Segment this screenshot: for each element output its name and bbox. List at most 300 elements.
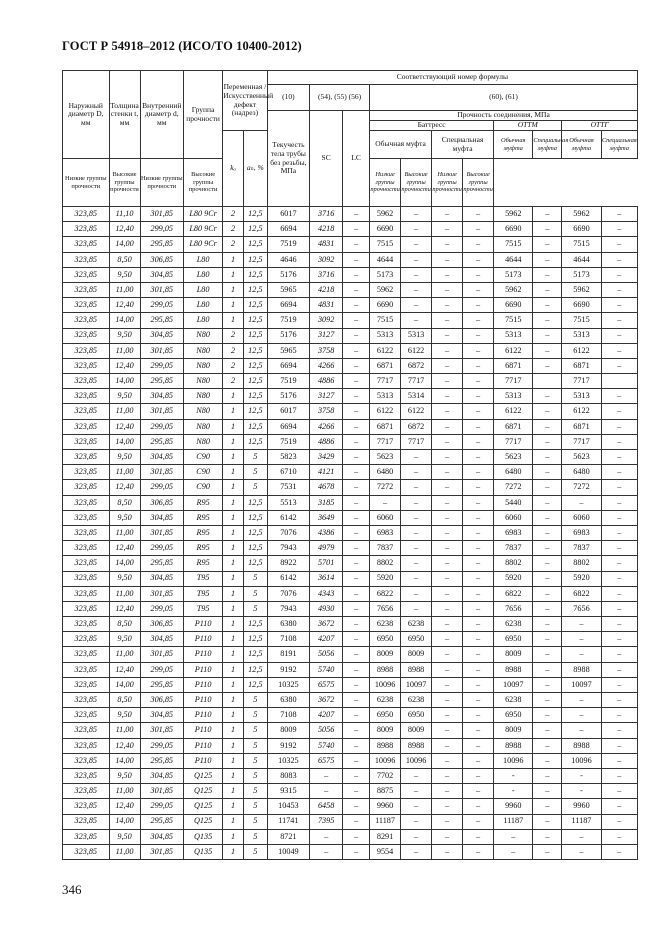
- table-cell: 4831: [310, 298, 343, 313]
- table-cell: 323,85: [63, 768, 110, 783]
- table-cell: T95: [183, 571, 222, 586]
- table-cell: 323,85: [63, 328, 110, 343]
- table-cell: 12,5: [243, 662, 267, 677]
- table-cell: –: [533, 753, 562, 768]
- table-cell: –: [533, 738, 562, 753]
- table-cell: –: [533, 389, 562, 404]
- page-number: 346: [62, 882, 82, 897]
- table-row: [63, 844, 638, 859]
- table-cell: 11,00: [109, 525, 140, 540]
- table-cell: 7108: [267, 632, 309, 647]
- table-row: [63, 252, 638, 267]
- table-cell: –: [432, 647, 463, 662]
- table-cell: Q125: [183, 784, 222, 799]
- table-cell: –: [601, 465, 637, 480]
- table-cell: –: [401, 252, 432, 267]
- table-cell: 6480: [370, 465, 401, 480]
- table-cell: L80: [183, 267, 222, 282]
- table-cell: –: [601, 829, 637, 844]
- table-cell: –: [463, 586, 494, 601]
- table-cell: [601, 374, 637, 389]
- col-outer-diameter: Наружный диаметр D, мм: [63, 71, 110, 159]
- table-cell: –: [533, 693, 562, 708]
- table-cell: –: [432, 814, 463, 829]
- document-title: ГОСТ Р 54918–2012 (ИСО/ТО 10400-2012): [62, 39, 302, 53]
- ottm-regular-coupling: Обычная муфта: [494, 131, 533, 159]
- table-cell: 1: [223, 753, 244, 768]
- table-cell: 323,85: [63, 693, 110, 708]
- table-cell: 7108: [267, 708, 309, 723]
- table-cell: 11187: [494, 814, 533, 829]
- table-cell: –: [463, 525, 494, 540]
- table-cell: –: [401, 510, 432, 525]
- table-cell: –: [432, 556, 463, 571]
- table-cell: –: [562, 693, 601, 708]
- table-cell: 1: [223, 647, 244, 662]
- table-cell: –: [343, 207, 370, 222]
- table-cell: 9,50: [109, 267, 140, 282]
- table-cell: 12,5: [243, 237, 267, 252]
- table-cell: –: [432, 799, 463, 814]
- table-cell: –: [310, 768, 343, 783]
- table-cell: 323,85: [63, 586, 110, 601]
- table-cell: 323,85: [63, 571, 110, 586]
- table-cell: P110: [183, 723, 222, 738]
- table-cell: 12,5: [243, 510, 267, 525]
- table-cell: –: [533, 267, 562, 282]
- table-row: [63, 313, 638, 328]
- table-cell: 10325: [267, 753, 309, 768]
- table-cell: 12,5: [243, 267, 267, 282]
- table-cell: –: [533, 252, 562, 267]
- table-cell: 323,85: [63, 556, 110, 571]
- table-row: [63, 389, 638, 404]
- table-cell: –: [401, 207, 432, 222]
- table-cell: 2: [223, 343, 244, 358]
- table-cell: –: [343, 404, 370, 419]
- table-cell: –: [401, 784, 432, 799]
- table-cell: 5313: [494, 328, 533, 343]
- table-cell: –: [533, 328, 562, 343]
- table-cell: 9,50: [109, 571, 140, 586]
- table-cell: 6694: [267, 419, 309, 434]
- table-cell: 8988: [401, 662, 432, 677]
- table-cell: –: [343, 799, 370, 814]
- table-cell: 5962: [494, 207, 533, 222]
- table-cell: –: [343, 252, 370, 267]
- table-cell: –: [463, 647, 494, 662]
- table-cell: 323,85: [63, 632, 110, 647]
- table-cell: 8009: [370, 647, 401, 662]
- table-cell: 8,50: [109, 617, 140, 632]
- table-cell: 306,85: [140, 617, 183, 632]
- table-cell: 5623: [562, 450, 601, 465]
- table-cell: 1: [223, 419, 244, 434]
- table-cell: 6694: [267, 358, 309, 373]
- table-cell: 323,85: [63, 829, 110, 844]
- table-cell: P110: [183, 753, 222, 768]
- table-cell: –: [432, 723, 463, 738]
- table-cell: 8083: [267, 768, 309, 783]
- table-cell: 323,85: [63, 617, 110, 632]
- table-cell: 6575: [310, 677, 343, 692]
- table-cell: 4979: [310, 541, 343, 556]
- table-cell: –: [463, 495, 494, 510]
- table-cell: N80: [183, 434, 222, 449]
- table-cell: 6983: [562, 525, 601, 540]
- table-cell: –: [601, 282, 637, 297]
- table-cell: –: [601, 328, 637, 343]
- table-cell: 8802: [370, 556, 401, 571]
- table-cell: 3716: [310, 207, 343, 222]
- table-cell: –: [401, 829, 432, 844]
- table-cell: –: [601, 723, 637, 738]
- table-cell: –: [432, 708, 463, 723]
- table-cell: 299,05: [140, 601, 183, 616]
- table-cell: 7717: [401, 434, 432, 449]
- table-cell: 6238: [370, 693, 401, 708]
- table-cell: 2: [223, 207, 244, 222]
- table-cell: 5176: [267, 328, 309, 343]
- table-cell: –: [401, 267, 432, 282]
- table-cell: –: [432, 465, 463, 480]
- table-cell: L80: [183, 313, 222, 328]
- table-cell: –: [533, 419, 562, 434]
- table-cell: 1: [223, 434, 244, 449]
- table-cell: –: [601, 480, 637, 495]
- table-cell: –: [401, 313, 432, 328]
- table-cell: 4207: [310, 708, 343, 723]
- table-cell: 10096: [562, 753, 601, 768]
- table-cell: 12,5: [243, 313, 267, 328]
- special-coupling-header: Специальная муфта: [432, 131, 494, 159]
- table-cell: –: [463, 723, 494, 738]
- table-cell: 12,40: [109, 298, 140, 313]
- table-cell: 2: [223, 358, 244, 373]
- col-special-low: Низкие группы прочности: [140, 159, 183, 207]
- col-strength-group: Группа прочности: [183, 71, 222, 159]
- table-cell: 9554: [370, 844, 401, 859]
- table-cell: –: [432, 328, 463, 343]
- table-cell: 323,85: [63, 738, 110, 753]
- table-cell: –: [463, 617, 494, 632]
- table-cell: 12,5: [243, 556, 267, 571]
- table-cell: 5: [243, 768, 267, 783]
- table-cell: –: [432, 677, 463, 692]
- table-cell: 6694: [267, 298, 309, 313]
- table-cell: –: [401, 799, 432, 814]
- table-cell: 14,00: [109, 313, 140, 328]
- col-body-yield: Текучесть тела трубы без резьбы, МПа: [267, 111, 309, 207]
- table-cell: 6871: [370, 419, 401, 434]
- table-cell: –: [463, 419, 494, 434]
- table-cell: 6122: [370, 404, 401, 419]
- table-cell: 12,40: [109, 222, 140, 237]
- table-cell: 12,40: [109, 601, 140, 616]
- table-cell: 304,85: [140, 450, 183, 465]
- table-cell: –: [533, 525, 562, 540]
- table-cell: 7272: [370, 480, 401, 495]
- table-cell: 304,85: [140, 768, 183, 783]
- table-row: [63, 419, 638, 434]
- table-cell: 6871: [494, 419, 533, 434]
- table-cell: –: [533, 358, 562, 373]
- table-cell: –: [463, 282, 494, 297]
- table-cell: T95: [183, 586, 222, 601]
- table-cell: 14,00: [109, 434, 140, 449]
- table-cell: 6122: [494, 343, 533, 358]
- table-cell: N80: [183, 419, 222, 434]
- table-cell: 12,5: [243, 495, 267, 510]
- table-cell: 8191: [267, 647, 309, 662]
- table-row: [63, 298, 638, 313]
- table-cell: -: [494, 768, 533, 783]
- table-cell: N80: [183, 404, 222, 419]
- table-cell: 6238: [494, 617, 533, 632]
- table-cell: –: [562, 495, 601, 510]
- table-cell: –: [601, 799, 637, 814]
- table-cell: 306,85: [140, 495, 183, 510]
- table-cell: –: [343, 282, 370, 297]
- table-cell: 323,85: [63, 298, 110, 313]
- table-cell: 14,00: [109, 677, 140, 692]
- table-cell: 9960: [370, 799, 401, 814]
- table-cell: Q125: [183, 768, 222, 783]
- formula-54-56: (54), (55) (56): [310, 85, 370, 111]
- table-cell: 323,85: [63, 282, 110, 297]
- table-cell: 1: [223, 495, 244, 510]
- table-cell: 7515: [562, 237, 601, 252]
- table-cell: 304,85: [140, 510, 183, 525]
- table-cell: R95: [183, 495, 222, 510]
- table-cell: –: [601, 541, 637, 556]
- table-row: [63, 601, 638, 616]
- table-cell: 12,5: [243, 374, 267, 389]
- table-cell: –: [601, 617, 637, 632]
- table-cell: –: [601, 343, 637, 358]
- table-cell: –: [601, 784, 637, 799]
- table-cell: 12,5: [243, 328, 267, 343]
- table-cell: 323,85: [63, 343, 110, 358]
- table-cell: 1: [223, 267, 244, 282]
- table-cell: –: [343, 753, 370, 768]
- table-cell: 5: [243, 571, 267, 586]
- table-cell: 1: [223, 404, 244, 419]
- table-cell: 1: [223, 723, 244, 738]
- table-cell: 1: [223, 541, 244, 556]
- table-cell: –: [463, 829, 494, 844]
- table-cell: 5056: [310, 647, 343, 662]
- table-cell: –: [533, 495, 562, 510]
- table-cell: –: [432, 434, 463, 449]
- ottm-header: ОТТМ: [494, 121, 562, 131]
- table-cell: 4121: [310, 465, 343, 480]
- table-cell: –: [401, 814, 432, 829]
- table-row: [63, 495, 638, 510]
- table-cell: 6575: [310, 753, 343, 768]
- table-cell: –: [601, 632, 637, 647]
- table-cell: 1: [223, 814, 244, 829]
- table-cell: P110: [183, 617, 222, 632]
- table-cell: 304,85: [140, 571, 183, 586]
- table-cell: 9960: [562, 799, 601, 814]
- table-row: [63, 328, 638, 343]
- table-row: [63, 784, 638, 799]
- table-cell: –: [463, 343, 494, 358]
- table-cell: 9,50: [109, 450, 140, 465]
- table-row: [63, 525, 638, 540]
- table-cell: 1: [223, 480, 244, 495]
- table-cell: –: [533, 541, 562, 556]
- table-cell: –: [401, 495, 432, 510]
- col-sc: SC: [310, 111, 343, 207]
- table-cell: –: [343, 708, 370, 723]
- table-cell: –: [601, 571, 637, 586]
- table-row: [63, 222, 638, 237]
- table-cell: 7519: [267, 374, 309, 389]
- table-cell: 6060: [494, 510, 533, 525]
- table-cell: 9,50: [109, 768, 140, 783]
- table-cell: –: [562, 708, 601, 723]
- table-cell: –: [343, 374, 370, 389]
- formula-number-header: Соответствующий номер формулы: [267, 71, 637, 85]
- table-cell: –: [463, 374, 494, 389]
- table-cell: –: [601, 844, 637, 859]
- table-cell: 3127: [310, 389, 343, 404]
- table-cell: 301,85: [140, 647, 183, 662]
- table-cell: –: [533, 480, 562, 495]
- table-cell: 6690: [562, 298, 601, 313]
- table-cell: 323,85: [63, 708, 110, 723]
- table-cell: 4266: [310, 358, 343, 373]
- table-cell: 6122: [494, 404, 533, 419]
- table-cell: 14,00: [109, 753, 140, 768]
- table-cell: 8,50: [109, 693, 140, 708]
- table-cell: –: [601, 753, 637, 768]
- table-cell: R95: [183, 541, 222, 556]
- col-defect: Переменная /Искусственный дефект (надрез): [223, 71, 267, 131]
- table-cell: –: [401, 571, 432, 586]
- table-cell: 11,00: [109, 586, 140, 601]
- table-cell: –: [601, 358, 637, 373]
- table-cell: –: [533, 647, 562, 662]
- table-row: [63, 571, 638, 586]
- table-cell: 3672: [310, 693, 343, 708]
- table-cell: 6871: [562, 358, 601, 373]
- table-cell: P110: [183, 662, 222, 677]
- table-cell: N80: [183, 389, 222, 404]
- table-cell: 11,00: [109, 404, 140, 419]
- table-cell: –: [463, 465, 494, 480]
- table-cell: P110: [183, 738, 222, 753]
- table-cell: 6142: [267, 510, 309, 525]
- table-cell: 10049: [267, 844, 309, 859]
- table-cell: –: [463, 480, 494, 495]
- table-cell: 1: [223, 632, 244, 647]
- ottm-special-coupling: Специальная муфта: [533, 131, 562, 159]
- table-cell: –: [343, 677, 370, 692]
- table-cell: 7717: [494, 434, 533, 449]
- table-cell: 5056: [310, 723, 343, 738]
- table-cell: –: [463, 768, 494, 783]
- table-cell: –: [463, 632, 494, 647]
- table-cell: 323,85: [63, 313, 110, 328]
- table-cell: Q125: [183, 799, 222, 814]
- table-cell: 4218: [310, 222, 343, 237]
- table-cell: –: [343, 814, 370, 829]
- table-cell: 7717: [401, 374, 432, 389]
- table-cell: P110: [183, 693, 222, 708]
- table-cell: –: [343, 632, 370, 647]
- table-cell: –: [463, 844, 494, 859]
- table-header: [63, 71, 638, 207]
- table-cell: 323,85: [63, 222, 110, 237]
- table-cell: –: [401, 480, 432, 495]
- table-cell: 7656: [494, 601, 533, 616]
- table-cell: –: [601, 814, 637, 829]
- table-cell: –: [343, 738, 370, 753]
- table-cell: –: [343, 586, 370, 601]
- table-cell: –: [533, 404, 562, 419]
- table-cell: 2: [223, 237, 244, 252]
- table-cell: 5173: [370, 267, 401, 282]
- table-cell: 1: [223, 298, 244, 313]
- table-cell: –: [562, 647, 601, 662]
- table-cell: 5920: [494, 571, 533, 586]
- table-cell: C90: [183, 480, 222, 495]
- table-cell: 6690: [370, 298, 401, 313]
- table-cell: –: [533, 601, 562, 616]
- table-cell: 301,85: [140, 586, 183, 601]
- table-cell: –: [432, 450, 463, 465]
- table-cell: –: [463, 313, 494, 328]
- table-cell: C90: [183, 465, 222, 480]
- table-cell: 5: [243, 693, 267, 708]
- table-cell: 1: [223, 571, 244, 586]
- table-cell: –: [432, 222, 463, 237]
- table-cell: -: [494, 784, 533, 799]
- table-cell: –: [432, 374, 463, 389]
- table-cell: –: [432, 768, 463, 783]
- table-cell: –: [533, 829, 562, 844]
- table-cell: 3092: [310, 252, 343, 267]
- table-cell: 301,85: [140, 404, 183, 419]
- table-cell: C90: [183, 450, 222, 465]
- table-cell: 6122: [401, 343, 432, 358]
- table-cell: –: [432, 753, 463, 768]
- table-cell: 323,85: [63, 480, 110, 495]
- table-cell: 12,5: [243, 298, 267, 313]
- table-cell: –: [463, 328, 494, 343]
- table-row: [63, 358, 638, 373]
- table-cell: –: [401, 768, 432, 783]
- col-special-high: Высокие группы прочности: [183, 159, 222, 207]
- table-cell: –: [343, 222, 370, 237]
- table-row: [63, 450, 638, 465]
- table-cell: –: [463, 601, 494, 616]
- table-cell: –: [601, 298, 637, 313]
- table-cell: –: [343, 465, 370, 480]
- table-cell: 323,85: [63, 662, 110, 677]
- table-cell: 11,00: [109, 282, 140, 297]
- table-row: [63, 510, 638, 525]
- table-cell: 9,50: [109, 829, 140, 844]
- table-cell: 12,40: [109, 358, 140, 373]
- table-cell: 5: [243, 480, 267, 495]
- table-cell: –: [463, 298, 494, 313]
- table-cell: P110: [183, 632, 222, 647]
- col-ottm-high: Высокие группы прочности: [401, 159, 432, 207]
